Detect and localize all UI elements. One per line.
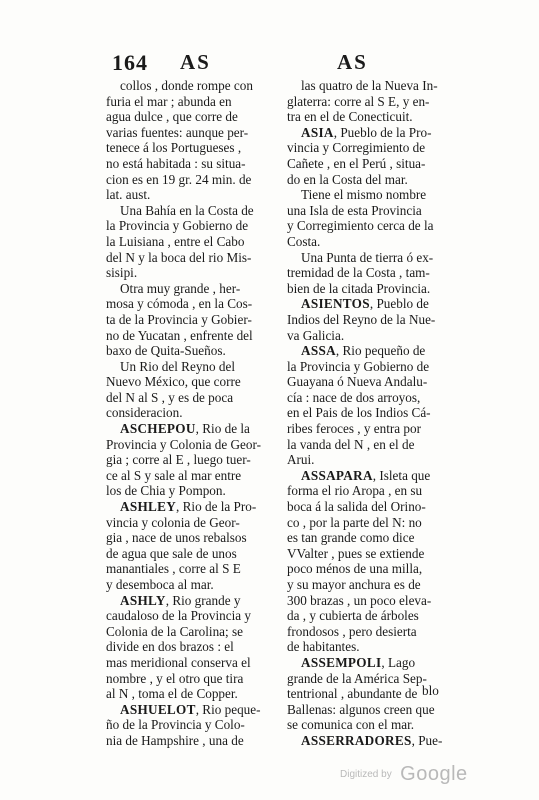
entry-headword: ASIENTOS: [301, 296, 370, 312]
text-line: [287, 156, 463, 172]
line-text: sisipi.: [106, 265, 138, 281]
line-text: se comunica con el mar.: [287, 717, 415, 733]
text-line: [106, 125, 282, 141]
text-line: [287, 608, 463, 624]
text-line: [106, 390, 282, 406]
line-text: , Isleta que: [372, 467, 431, 483]
text-line: [287, 530, 463, 546]
text-line: [287, 624, 463, 640]
text-line: [106, 624, 282, 640]
entry-headword: ASIA: [301, 124, 334, 140]
text-line: [106, 218, 282, 234]
text-line: [106, 374, 282, 390]
line-text: boca á la salida del Orino-: [287, 499, 426, 515]
text-line: [106, 546, 282, 562]
running-head-right: AS: [337, 50, 368, 74]
dictionary-entry: [106, 593, 282, 702]
text-line: [106, 265, 282, 281]
line-text: collos , donde rompe con: [120, 78, 253, 93]
text-line: [287, 218, 463, 234]
line-text: consideracion.: [106, 405, 183, 421]
dictionary-entry: [287, 343, 463, 468]
text-line: [287, 328, 463, 344]
line-text: la vanda del N , en el de: [287, 436, 415, 452]
text-line: [106, 250, 282, 266]
line-text: no está habitada : su situa-: [106, 155, 246, 171]
text-line: [106, 577, 282, 593]
text-line: [287, 515, 463, 531]
dictionary-entry: [287, 468, 463, 655]
text-line: [287, 187, 463, 203]
line-text: es tan grande como dice: [287, 530, 415, 546]
line-text: no de Yucatan , enfrente del: [106, 327, 253, 343]
line-text: tentrional , abundante de: [287, 686, 418, 702]
line-text: cion es en 19 gr. 24 min. de: [106, 171, 252, 187]
line-text: vincia y Corregimiento de: [287, 140, 426, 156]
dictionary-entry: [106, 359, 282, 421]
text-line: [106, 187, 282, 203]
text-line: [287, 312, 463, 328]
dictionary-entry: [106, 702, 282, 749]
line-text: , Rio pequeño de: [335, 343, 426, 359]
text-line: [287, 125, 463, 141]
text-line: [106, 483, 282, 499]
line-text: Indios del Reyno de la Nue-: [287, 311, 436, 327]
line-text: del N al S , y es de poca: [106, 389, 234, 405]
text-line: [106, 717, 282, 733]
line-text: bien de la citada Provincia.: [287, 280, 431, 296]
text-line: [287, 405, 463, 421]
line-text: la Provincia y Gobierno de: [287, 358, 430, 374]
text-line: [106, 203, 282, 219]
line-text: agua dulce , que corre de: [106, 109, 238, 125]
text-line: [106, 608, 282, 624]
google-logo: Google: [400, 763, 468, 785]
text-line: [106, 686, 282, 702]
line-text: y desemboca al mar.: [106, 577, 214, 592]
text-line: [106, 156, 282, 172]
entry-headword: ASSA: [301, 343, 336, 359]
text-line: [106, 359, 282, 375]
text-line: [106, 281, 282, 297]
text-line: [287, 359, 463, 375]
text-line: [106, 328, 282, 344]
text-line: [287, 390, 463, 406]
line-text: , Rio de la Pro-: [176, 499, 257, 515]
text-line: [287, 343, 463, 359]
line-text: una Isla de esta Provincia: [287, 202, 422, 218]
line-text: poco ménos de una milla,: [287, 561, 423, 577]
line-text: VValter , pues se extiende: [287, 545, 425, 561]
dictionary-entry: [106, 281, 282, 359]
line-text: la Provincia y Gobierno de: [106, 218, 249, 234]
text-line: [287, 421, 463, 437]
line-text: Guayana ó Nueva Andalu-: [287, 374, 428, 390]
text-line: [106, 561, 282, 577]
text-line: [106, 702, 282, 718]
text-line: [287, 483, 463, 499]
line-text: de habitantes.: [287, 639, 360, 655]
line-text: tremidad de la Costa , tam-: [287, 265, 430, 281]
text-line: [287, 468, 463, 484]
line-text: Arui.: [287, 452, 315, 468]
dictionary-entry: [287, 125, 463, 187]
line-text: en el Pais de los Indios Cá-: [287, 405, 431, 421]
line-text: va Galicia.: [287, 327, 345, 343]
text-line: [287, 203, 463, 219]
line-text: 300 brazas , un poco eleva-: [287, 592, 432, 608]
line-text: co , por la parte del N: no: [287, 514, 422, 530]
text-line: [106, 296, 282, 312]
text-line: [106, 343, 282, 359]
dictionary-entry: [106, 421, 282, 499]
text-line: [287, 78, 463, 94]
line-text: do en la Costa del mar.: [287, 171, 408, 187]
line-text: , Rio peque-: [195, 701, 261, 717]
line-text: tenece á los Portugueses ,: [106, 140, 242, 156]
text-line: [106, 78, 282, 94]
text-line: [287, 109, 463, 125]
line-text: divide en dos brazos : el: [106, 639, 234, 655]
text-line: [106, 639, 282, 655]
text-line: [106, 530, 282, 546]
line-text: vincia y colonia de Geor-: [106, 514, 240, 530]
text-line: [287, 234, 463, 250]
text-line: [106, 452, 282, 468]
dictionary-entry: [287, 187, 463, 249]
line-text: , Pue-: [411, 732, 443, 748]
text-line: [106, 468, 282, 484]
line-text: ta de la Provincia y Gobier-: [106, 311, 252, 327]
text-line: [106, 312, 282, 328]
line-text: forma el rio Aropa , en su: [287, 483, 423, 499]
line-text: lat. aust.: [106, 187, 151, 203]
text-line: [106, 655, 282, 671]
line-text: frondosos , pero desierta: [287, 623, 417, 639]
entry-headword: ASSAPARA: [301, 467, 373, 483]
entry-headword: ASHLEY: [120, 499, 177, 515]
dictionary-entry: [287, 250, 463, 297]
dictionary-entry: [106, 203, 282, 281]
line-text: da , y cubierta de árboles: [287, 608, 419, 624]
line-text: ño de la Provincia y Colo-: [106, 717, 245, 733]
entry-headword: ASCHEPOU: [120, 421, 196, 437]
line-text: furia el mar ; abunda en: [106, 93, 232, 109]
entry-headword: ASSEMPOLI: [301, 654, 382, 670]
line-text: nia de Hampshire , una de: [106, 732, 244, 748]
line-text: , Rio grande y: [165, 592, 241, 608]
text-line: [287, 296, 463, 312]
text-line: [287, 281, 463, 297]
text-line: [106, 172, 282, 188]
line-text: de agua que sale de unos: [106, 545, 237, 561]
left-column: [106, 78, 282, 749]
text-line: [287, 499, 463, 515]
entry-headword: ASHUELOT: [120, 701, 196, 717]
line-text: caudaloso de la Provincia y: [106, 608, 252, 624]
text-line: [106, 94, 282, 110]
line-text: , Lago: [381, 654, 416, 670]
line-text: Costa.: [287, 233, 321, 249]
line-text: tra en el de Conecticuit.: [287, 109, 413, 125]
line-text: Tiene el mismo nombre: [301, 187, 427, 203]
text-line: [287, 452, 463, 468]
text-line: [287, 733, 463, 749]
line-text: mas meridional conserva el: [106, 654, 251, 670]
line-text: Nuevo México, que corre: [106, 374, 241, 390]
line-text: manantiales , corre al S E: [106, 561, 241, 577]
watermark-prefix: Digitized by: [340, 769, 392, 780]
text-line: [287, 702, 463, 718]
line-text: varias fuentes: aunque per-: [106, 124, 249, 140]
line-text: mosa y cómoda , en la Cos-: [106, 296, 253, 312]
right-column: [287, 78, 463, 749]
text-line: [287, 140, 463, 156]
line-text: y Corregimiento cerca de la: [287, 218, 434, 234]
text-line: [106, 234, 282, 250]
line-text: ribes feroces , y entra por: [287, 421, 422, 437]
line-text: Ballenas: algunos creen que: [287, 701, 435, 717]
text-line: [287, 546, 463, 562]
text-line: [287, 577, 463, 593]
line-text: gia , nace de unos rebalsos: [106, 530, 247, 546]
entry-headword: ASHLY: [120, 592, 166, 608]
text-line: [287, 94, 463, 110]
line-text: cía : nace de dos arroyos,: [287, 389, 421, 405]
digitized-watermark: [340, 763, 468, 786]
line-text: , Rio de la: [195, 421, 250, 437]
page-header: [0, 50, 539, 80]
text-line: [287, 561, 463, 577]
line-text: Un Rio del Reyno del: [120, 358, 236, 374]
text-line: [106, 499, 282, 515]
line-text: Una Bahía en la Costa de: [120, 202, 254, 218]
dictionary-entry: [106, 499, 282, 593]
line-text: nombre , y el otro que tira: [106, 670, 244, 686]
line-text: grande de la América Sep-: [287, 670, 427, 686]
line-text: baxo de Quita-Sueños.: [106, 343, 226, 359]
text-line: [287, 265, 463, 281]
entry-headword: ASSERRADORES: [301, 732, 412, 748]
catchword: blo: [422, 683, 439, 698]
text-line: [106, 733, 282, 749]
dictionary-entry: [106, 78, 282, 203]
line-text: ce al S y sale al mar entre: [106, 467, 242, 483]
line-text: la Luisiana , entre el Cabo: [106, 233, 245, 249]
text-line: [106, 515, 282, 531]
text-line: [106, 671, 282, 687]
text-line: [106, 593, 282, 609]
text-line: [106, 421, 282, 437]
line-text: gia ; corre al E , luego tuer-: [106, 452, 251, 468]
text-line: [287, 374, 463, 390]
text-line: [287, 717, 463, 733]
dictionary-entry: [287, 733, 463, 749]
text-line: [287, 250, 463, 266]
page-number: 164: [112, 50, 148, 75]
line-text: Cañete , en el Perú , situa-: [287, 155, 426, 171]
text-line: [287, 437, 463, 453]
text-line: [106, 109, 282, 125]
running-head-left: AS: [180, 50, 211, 74]
line-text: y su mayor anchura es de: [287, 577, 421, 592]
line-text: Una Punta de tierra ó ex-: [301, 249, 434, 265]
line-text: al N , toma el de Copper.: [106, 686, 238, 702]
dictionary-entry: [287, 296, 463, 343]
line-text: los de Chia y Pompon.: [106, 483, 226, 499]
line-text: , Pueblo de: [369, 296, 429, 312]
line-text: Otra muy grande , her-: [120, 280, 241, 296]
line-text: , Pueblo de la Pro-: [333, 124, 432, 140]
line-text: del N y la boca del rio Mis-: [106, 249, 252, 265]
text-line: [106, 437, 282, 453]
text-line: [106, 405, 282, 421]
text-line: [287, 639, 463, 655]
line-text: Provincia y Colonia de Geor-: [106, 436, 262, 452]
line-text: las quatro de la Nueva In-: [301, 78, 438, 93]
text-line: [287, 593, 463, 609]
dictionary-entry: [287, 78, 463, 125]
line-text: Colonia de la Carolina; se: [106, 623, 243, 639]
text-line: [106, 140, 282, 156]
text-line: [287, 655, 463, 671]
line-text: glaterra: corre al S E, y en-: [287, 93, 430, 109]
text-line: [287, 172, 463, 188]
